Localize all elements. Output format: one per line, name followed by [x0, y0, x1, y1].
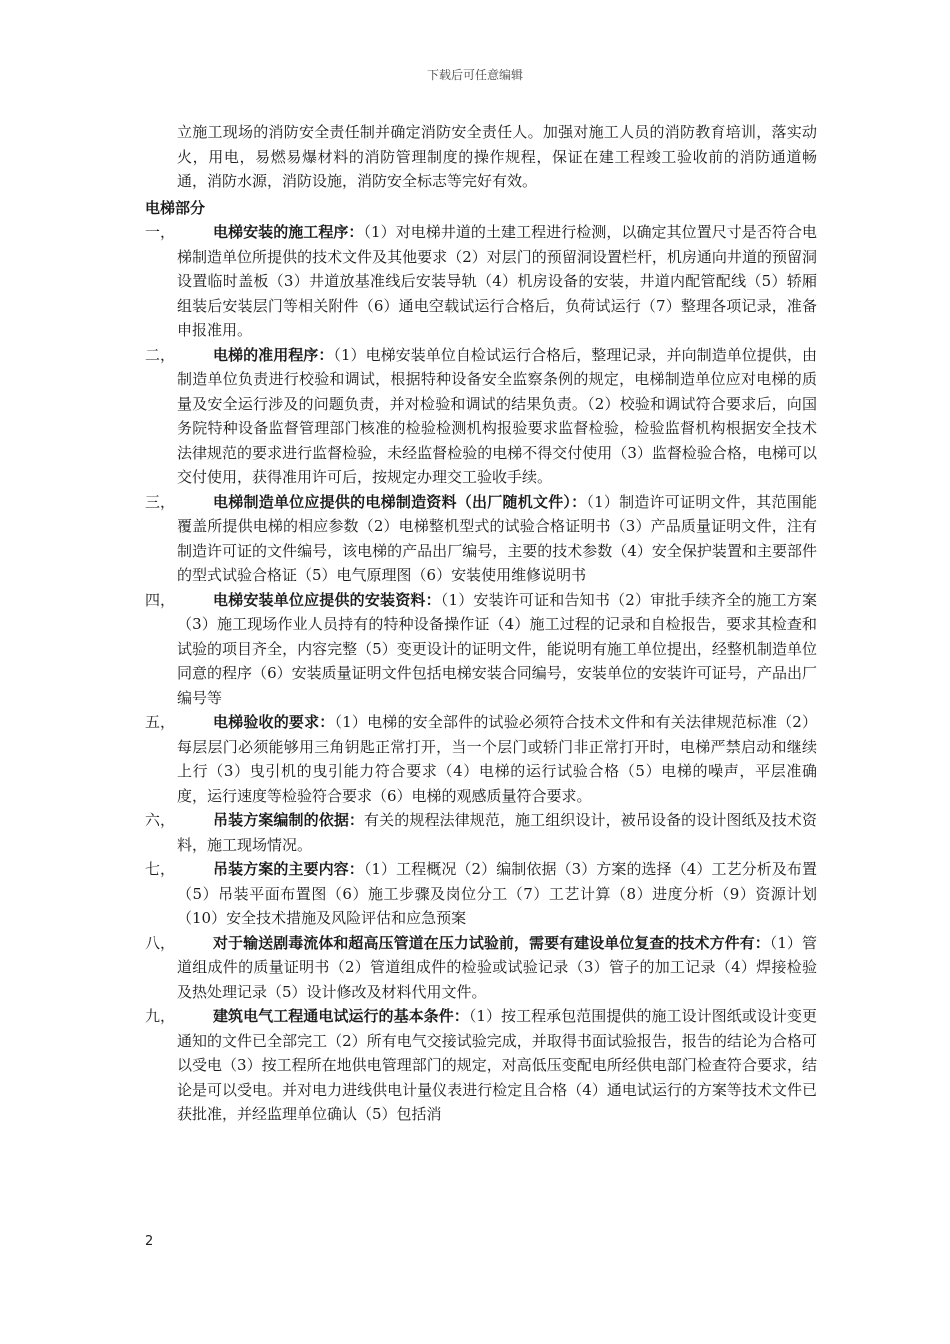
item-title: 吊装方案的主要内容：: [213, 860, 364, 878]
item-title: 电梯安装单位应提供的安装资料：: [213, 590, 441, 609]
list-item: [145, 343, 817, 490]
item-number: 二，: [145, 345, 176, 364]
list-item: [145, 808, 817, 857]
list-item: [145, 588, 817, 711]
item-number: 四，: [145, 590, 176, 609]
item-number: 三，: [145, 492, 176, 511]
item-body: （1）安装许可证和告知书（2）审批手续齐全的施工方案（3）施工现场作业人员持有的特种设备操作证（4）施工过程的记录和自检报告，要求其检查和试验的项目齐全，内容完整（5）变更设计的证明文件，能说明有施工单位提出，经整机制造单位同意的程序（6）安装质量证明文件包括电梯安装合同编号，安装单位的安装许可证号，产品出厂编号等: [177, 590, 817, 707]
list-item: [145, 710, 817, 808]
page-number: 2: [145, 1234, 154, 1249]
item-body: （1）按工程承包范围提供的施工设计图纸或设计变更通知的文件已全部完工（2）所有电气交接试验完成，并取得书面试验报告，报告的结论为合格可以受电（3）按工程所在地供电管理部门的规定，对高低压变配电所经供电部门检查符合要求，结论是可以受电。并对电力进线供电计量仪表进行检定且合格（4）通电试运行的方案等技术文件已获批准，并经监理单位确认（5）包括消: [177, 1007, 817, 1123]
list-item: [145, 490, 817, 588]
item-body: （1）制造许可证明文件，其范围能覆盖所提供电梯的相应参数（2）电梯整机型式的试验合格证明书（3）产品质量证明文件，注有制造许可证的文件编号，该电梯的产品出厂编号，主要的技术参数（4）安全保护装置和主要部件的型式试验合格证（5）电气原理图（6）安装使用维修说明书: [177, 492, 817, 584]
item-body: （1）对电梯井道的土建工程进行检测，以确定其位置尺寸是否符合电梯制造单位所提供的技术文件及其他要求（2）对层门的预留洞设置栏杆，机房通向井道的预留洞设置临时盖板（3）井道放基准线后安装导轨（4）机房设备的安装，井道内配管配线（5）轿厢组装后安装层门等相关附件（6）通电空载试运行合格后，负荷试运行（7）整理各项记录，准备申报准用。: [177, 223, 817, 339]
item-body: （1）工程概况（2）编制依据（3）方案的选择（4）工艺分析及布置（5）吊装平面布置图（6）施工步骤及岗位分工（7）工艺计算（8）进度分析（9）资源计划（10）安全技术措施及风险评估和应急预案: [177, 860, 817, 927]
item-number: 六，: [145, 811, 176, 829]
item-number: 五，: [145, 713, 176, 731]
item-body: （1）管道组成件的质量证明书（2）管道组成件的检验或试验记录（3）管子的加工记录（4）焊接检验及热处理记录（5）设计修改及材料代用文件。: [177, 933, 817, 1001]
item-title: 建筑电气工程通电试运行的基本条件：: [213, 1007, 469, 1025]
list-item: [145, 1004, 817, 1127]
item-number: 一，: [145, 223, 176, 241]
item-title: 电梯验收的要求：: [213, 713, 335, 731]
item-number: 七，: [145, 860, 176, 878]
list-item: [145, 931, 817, 1005]
item-title: 电梯的准用程序：: [213, 345, 334, 364]
page-header: 下载后可任意编辑: [426, 68, 523, 82]
item-body: 有关的规程法律规范，施工组织设计，被吊设备的设计图纸及技术资料，施工现场情况。: [177, 811, 817, 854]
item-number: 八，: [145, 933, 176, 952]
document-body: [145, 120, 817, 1127]
item-title: 对于输送剧毒流体和超高压管道在压力试验前，需要有建设单位复查的技术方件有：: [213, 933, 770, 952]
list-item: [145, 220, 817, 343]
list-item: [145, 857, 817, 931]
item-body: （1）电梯安装单位自检试运行合格后，整理记录，并向制造单位提供，由制造单位负责进行校验和调试，根据特种设备安全监察条例的规定，电梯制造单位应对电梯的质量及安全运行涉及的问题负责，并对检验和调试的结果负责。（2）校验和调试符合要求后，向国务院特种设备监督管理部门核准的检验检测机构报验要求监督检验，检验监督机构根据安全技术法律规范的要求进行监督检验，未经监督检验的电梯不得交付使用（3）监督检验合格，电梯可以交付使用，获得准用许可后，按规定办理交工验收手续。: [177, 345, 817, 486]
item-body: （1）电梯的安全部件的试验必须符合技术文件和有关法律规范标准（2）每层层门必须能够用三角钥匙正常打开，当一个层门或轿门非正常打开时，电梯严禁启动和继续上行（3）曳引机的曳引能力符合要求（4）电梯的运行试验合格（5）电梯的噪声，平层准确度，运行速度等检验符合要求（6）电梯的观感质量符合要求。: [177, 713, 817, 805]
item-title: 电梯安装的施工程序：: [213, 223, 364, 241]
section-title: 电梯部分: [145, 198, 206, 217]
intro-paragraph: 立施工现场的消防安全责任制并确定消防安全责任人。加强对施工人员的消防教育培训，落实动火，用电，易燃易爆材料的消防管理制度的操作规程，保证在建工程竣工验收前的消防通道畅通，消防水源，消防设施，消防安全标志等完好有效。: [177, 123, 817, 190]
item-title: 吊装方案编制的依据：: [213, 811, 365, 829]
item-number: 九，: [145, 1007, 176, 1025]
item-title: 电梯制造单位应提供的电梯制造资料（出厂随机文件）：: [213, 492, 587, 511]
